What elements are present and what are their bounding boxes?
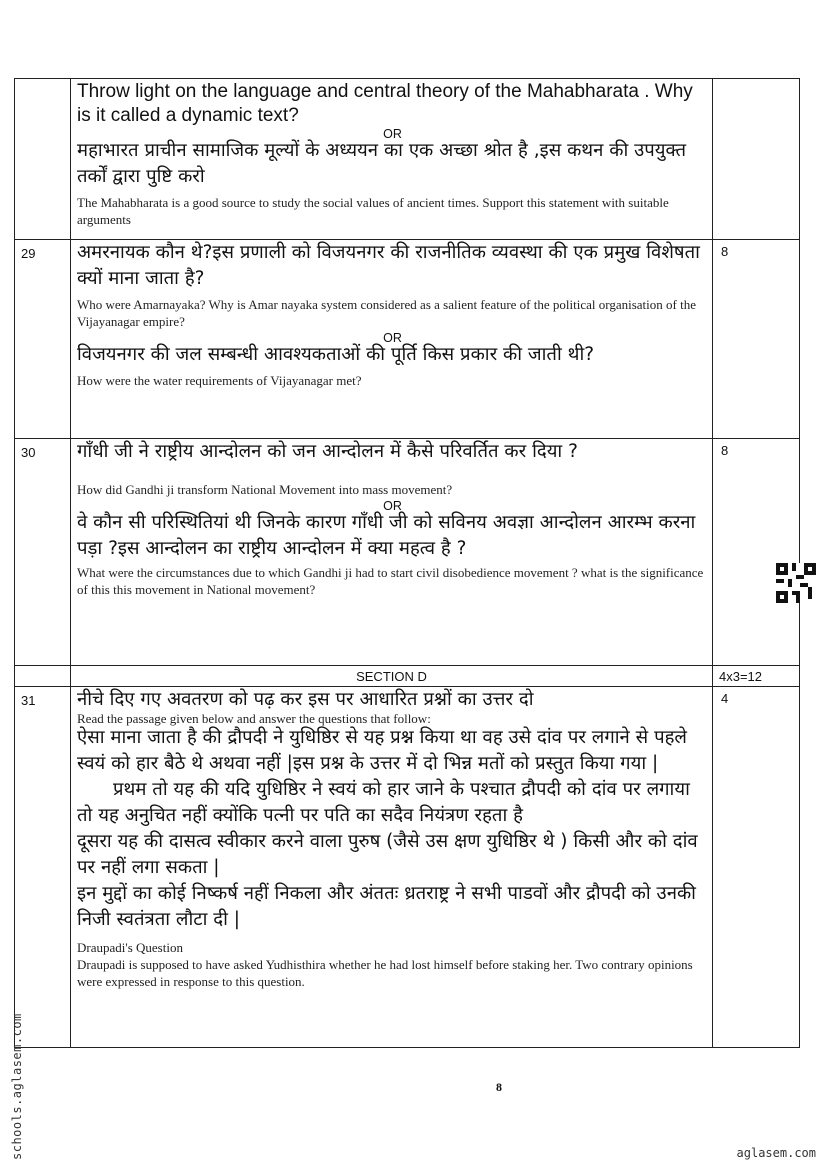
question-paper-table-wrapper [14,78,800,1048]
question-number-cell: 31 [15,687,71,1048]
q28-hindi-text: महाभारत प्राचीन सामाजिक मूल्यों के अध्ययन का एक अच्छा श्रोत है ,इस कथन की उपयुक्त तर्कों द्वारा पुष्टि करो [77,140,686,187]
or-separator: OR [383,499,402,513]
q31-hindi-paragraph-1: ऐसा माना जाता है की द्रौपदी ने युधिष्ठिर से यह प्रश्न किया था वह उसे दांव पर लगाने से पहले स्वयं को हार बैठे थे अथवा नहीं |इस प्रश्न के उत्तर में दो भिन्न मतों को प्रस्तुत किया गया | [77,727,687,774]
table-row [15,687,800,1048]
question-table [14,78,800,1048]
q29-hindi-alternative: विजयनगर की जल सम्बन्धी आवश्यकताओं की पूर्ति किस प्रकार की जाती थी? [77,344,595,365]
marks-cell: 8 [713,240,800,439]
q30-hindi-alternative: वे कौन सी परिस्थितियां थी जिनके कारण गाँधी जी को सविनय अवज्ञा आन्दोलन आरम्भ करना पड़ा ?इस आन्दोलन का राष्ट्रीय आन्दोलन में क्या महत्व है ? [77,512,696,559]
or-separator: OR [383,331,402,345]
q28-english-text: The Mahabharata is a good source to study the social values of ancient times. Support this statement with suitable arguments [77,195,669,227]
question-body-31 [71,687,713,1048]
bottom-watermark: aglasem.com [736,1146,816,1160]
q30-english-question: How did Gandhi ji transform National Movement into mass movement? [77,482,453,497]
table-row [15,666,800,687]
table-row [15,79,800,240]
q30-hindi-question: गाँधी जी ने राष्ट्रीय आन्दोलन को जन आन्दोलन में कैसे परिवर्तित कर दिया ? [77,441,578,462]
q29-english-question: Who were Amarnayaka? Why is Amar nayaka system considered as a salient feature of the political organisation of the Vijayanagar empire? [77,297,696,329]
marks-cell [713,79,800,240]
question-body-30 [71,439,713,666]
section-number-cell [15,666,71,687]
question-body-28 [71,79,713,240]
q31-hindi-paragraph-3: दूसरा यह की दासत्व स्वीकार करने वाला पुरुष (जैसे उस क्षण युधिष्ठिर थे ) किसी और को दांव पर नहीं लगा सकता | [77,831,698,878]
q30-english-alternative: What were the circumstances due to which Gandhi ji had to start civil disobedience movement ? what is the significance of this this movement in National movement? [77,565,704,597]
q31-english-instruction: Read the passage given below and answer the questions that follow: [77,711,431,726]
section-d-title: SECTION D [71,666,713,687]
question-body-29 [71,240,713,439]
table-row [15,240,800,439]
q31-english-paragraph: Draupadi is supposed to have asked Yudhisthira whether he had lost himself before staking her. Two contrary opinions were expressed in response to this question. [77,957,693,989]
section-d-marks: 4x3=12 [713,666,800,687]
page-number: 8 [496,1080,502,1094]
q28-english-heading: Throw light on the language and central theory of the Mahabharata . Why is it called a dynamic text? [77,81,693,126]
side-watermark: schools.aglasem.com [10,1013,24,1160]
table-row [15,439,800,666]
q29-hindi-question: अमरनायक कौन थे?इस प्रणाली को विजयनगर की राजनीतिक व्यवस्था की एक प्रमुख विशेषता क्यों माना जाता है? [77,242,700,289]
q29-english-alternative: How were the water requirements of Vijayanagar met? [77,373,362,388]
q31-hindi-paragraph-2: प्रथम तो यह की यदि युधिष्ठिर ने स्वयं को हार जाने के पश्चात द्रौपदी को दांव पर लगाया तो यह अनुचित नहीं क्योंकि पत्नी पर पति का सदैव नियंत्रण रहता है [77,779,690,826]
question-number-cell: 29 [15,240,71,439]
marks-cell: 4 [713,687,800,1048]
or-separator: OR [383,127,402,141]
q31-hindi-instruction: नीचे दिए गए अवतरण को पढ़ कर इस पर आधारित प्रश्नों का उत्तर दो [77,689,534,710]
qr-code-icon [776,563,816,603]
question-number-cell [15,79,71,240]
q31-english-title: Draupadi's Question [77,940,183,955]
question-number-cell: 30 [15,439,71,666]
marks-cell: 8 [713,439,800,666]
q31-hindi-paragraph-4: इन मुद्दों का कोई निष्कर्ष नहीं निकला और अंततः ध्रतराष्ट्र ने सभी पाडवों और द्रौपदी को उनकी निजी स्वतंत्रता लौटा दी | [77,883,696,930]
